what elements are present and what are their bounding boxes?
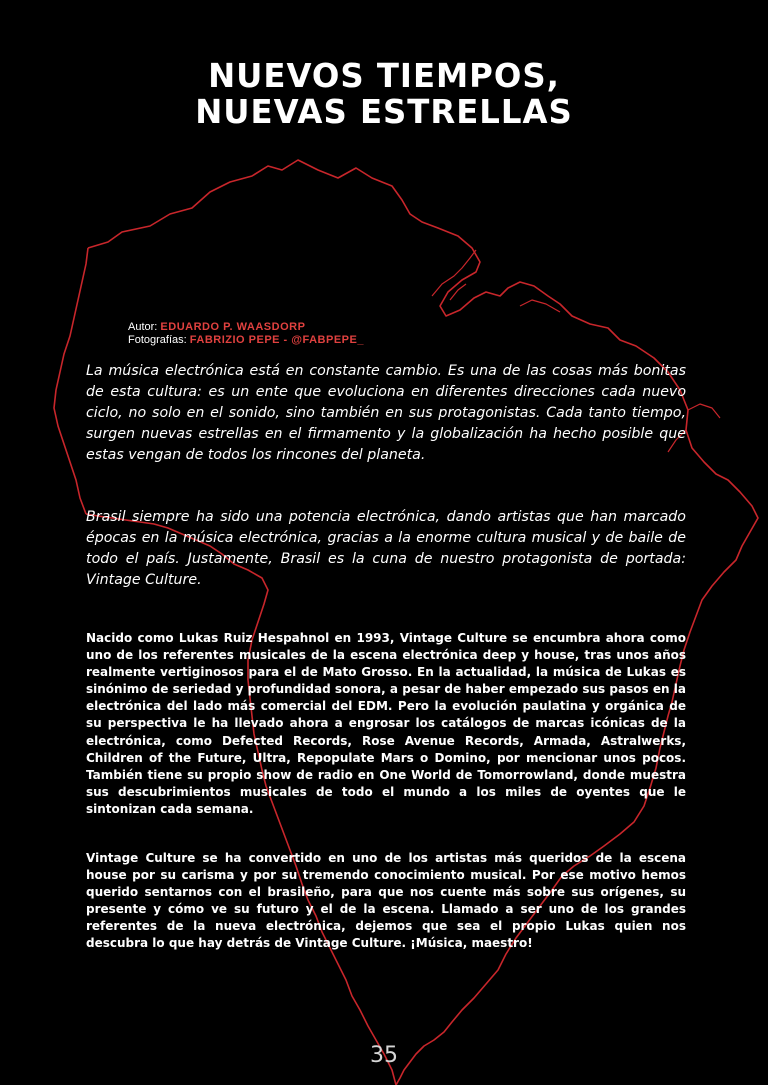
body-paragraph-2: Vintage Culture se ha convertido en uno de los artistas más queridos de la escena house por su carisma y por su tremendo conocimiento musical. Por ese motivo hemos querido sentarnos con el brasileño, para que nos cuente más sobre sus orígenes, su presente y cómo ve su futuro y el de la escena. Llamado a ser uno de los grandes referentes de la nueva electrónica, dejemos que sea el propio Lukas quien nos descubra lo que hay detrás de Vintage Culture. ¡Música, maestro! [86, 851, 686, 951]
page-number: 35 [370, 1043, 398, 1068]
intro-paragraph-1: La música electrónica está en constante cambio. Es una de las cosas más bonitas de esta cultura: es un ente que evoluciona en diferentes direcciones cada nuevo ciclo, no solo en el sonido, sino también en sus protagonistas. Cada tanto tiempo, surgen nuevas estrellas en el firmamento y la globalización ha hecho posible que estas vengan de todos los rincones del planeta. [86, 363, 686, 463]
author-name: EDUARDO P. WAASDORP [160, 321, 306, 333]
photographer-name: FABRIZIO PEPE - @FABPEPE_ [189, 334, 364, 346]
intro-paragraph-2: Brasil siempre ha sido una potencia electrónica, dando artistas que han marcado épocas en la música electrónica, gracias a la enorme cultura musical y de baile de todo el país. Justamente, Brasil es la cuna de nuestro protagonista de portada: Vintage Culture. [86, 509, 686, 588]
author-label: Autor: [128, 321, 158, 333]
title-line-2: NUEVAS ESTRELLAS [195, 92, 573, 131]
title-line-1: NUEVOS TIEMPOS, [208, 56, 560, 95]
body-paragraph-1: Nacido como Lukas Ruiz Hespahnol en 1993, Vintage Culture se encumbra ahora como uno de los referentes musicales de la escena electrónica deep y house, tras unos años realmente vertiginosos para el de Mato Grosso. En la actualidad, la música de Lukas es sinónimo de seriedad y profundidad sonora, a pesar de haber empezado sus pasos en la electrónica del lado más comercial del EDM. Pero la evolución paulatina y orgánica de su perspectiva le ha llevado ahora a engrosar los catálogos de marcas icónicas de la electrónica, como Defected Records, Rose Avenue Records, Armada, Astralwerks, Children of the Future, Ultra, Repopulate Mars o Domino, por mencionar unos pocos. También tiene su propio show de radio en One World de Tomorrowland, donde muestra sus descubrimientos musicales de todo el mundo a los miles de oyentes que le sintonizan cada semana. [86, 631, 686, 816]
photos-credit [128, 334, 364, 347]
page-title [8, 58, 761, 130]
photos-label: Fotografías: [128, 334, 187, 346]
author-credit [128, 321, 364, 334]
article-credits [128, 321, 364, 347]
